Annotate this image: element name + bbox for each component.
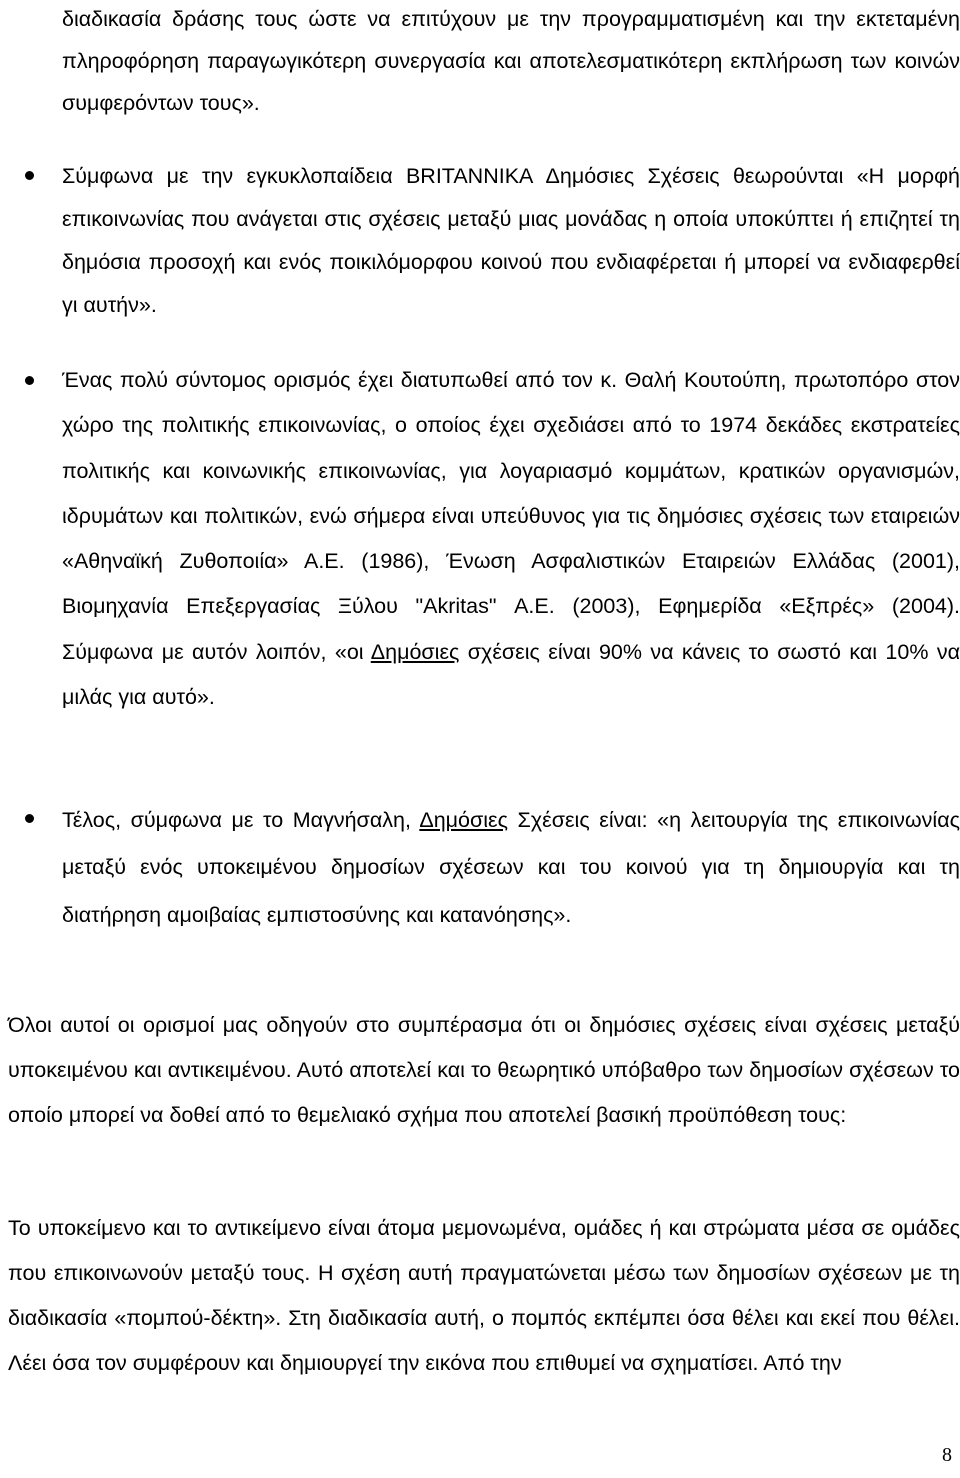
bullet-2-text-part1: Ένας πολύ σύντομος ορισμός έχει διατυπωθεί από τον κ. Θαλή Κουτούπη, πρωτοπόρο στον χώρο της πολιτικής επικοινωνίας, ο οποίος έχει σχεδιάσει από το 1974 δεκάδες εκστρατείες πολιτικής και κοινωνικής επικοινωνίας, για λογαριασμό κομμάτων, κρατικών οργανισμών, ιδρυμάτων και πολιτικών, ενώ σήμερα είναι υπεύθυνος για τις δημόσιες σχέσεις των εταιρειών «Αθηναϊκή Ζυθοποιία» Α.Ε. (1986), Ένωση Ασφαλιστικών Εταιρειών Ελλάδας (2001), Βιομηχανία Επεξεργασίας Ξύλου "Akritas" Α.Ε. (2003), Εφημερίδα «Εξπρές» (2004). Σύμφωνα με αυτόν λοιπόν, «οι	[62, 368, 960, 664]
bullet-3-text-part1: Τέλος, σύμφωνα με το Μαγνήσαλη,	[62, 808, 420, 832]
bullet-1-text: Σύμφωνα με την εγκυκλοπαίδεια BRITANNIKA Δημόσιες Σχέσεις θεωρούνται «Η μορφή επικοινωνίας που ανάγεται στις σχέσεις μεταξύ μιας μονάδας η οποία υποκύπτει ή επιζητεί τη δημόσια προσοχή και ενός ποικιλόμορφου κοινού που ενδιαφέρεται ή μπορεί να ενδιαφερθεί γι αυτήν».	[62, 164, 960, 317]
bullet-1-marker	[25, 171, 34, 180]
bullet-continuation-text: διαδικασία δράσης τους ώστε να επιτύχουν με την προγραμματισμένη και την εκτεταμένη πληροφόρηση παραγωγικότερη συνεργασία και αποτελεσματικότερη εκπλήρωση των κοινών συμφερόντων τους».	[62, 7, 960, 115]
page-number: 8	[942, 1444, 952, 1466]
bullet-2-marker	[25, 376, 34, 385]
bullet-2-text-part2: σχέσεις είναι 90% να κάνεις το σωστό και 10% να μιλάς για αυτό».	[62, 639, 960, 710]
paragraph-2: Το υποκείμενο και το αντικείμενο είναι άτομα μεμονωμένα, ομάδες ή και στρώματα μέσα σε ομάδες που επικοινωνούν μεταξύ τους. Η σχέση αυτή πραγματώνεται μέσω των δημοσίων σχέσεων με τη διαδικασία «πομπού-δέκτη». Στη διαδικασία αυτή, ο πομπός εκπέμπει όσα θέλει και εκεί που θέλει. Λέει όσα τον συμφέρουν και δημιουργεί την εικόνα που επιθυμεί να σχηματίσει. Από την	[8, 1216, 960, 1375]
bullet-3-marker	[25, 814, 34, 823]
bullet-3-text	[62, 797, 960, 939]
bullet-2-underlined-term: Δημόσιες	[370, 639, 460, 664]
paragraph-1: Όλοι αυτοί οι ορισμοί μας οδηγούν στο συμπέρασμα ότι οι δημόσιες σχέσεις είναι σχέσεις μεταξύ υποκειμένου και αντικειμένου. Αυτό αποτελεί και το θεωρητικό υπόβαθρο των δημοσίων σχέσεων το οποίο μπορεί να δοθεί από το θεμελιακό σχήμα που αποτελεί βασική προϋπόθεση τους:	[8, 1013, 960, 1127]
bullet-2-text	[62, 358, 960, 720]
bullet-3-text-part2: Σχέσεις είναι: «η λειτουργία της επικοινωνίας μεταξύ ενός υποκειμένου δημοσίων σχέσεων και του κοινού για τη δημιουργία και τη διατήρηση αμοιβαίας εμπιστοσύνης και κατανόησης».	[62, 808, 960, 927]
bullet-3-underlined-term: Δημόσιες	[419, 808, 508, 832]
